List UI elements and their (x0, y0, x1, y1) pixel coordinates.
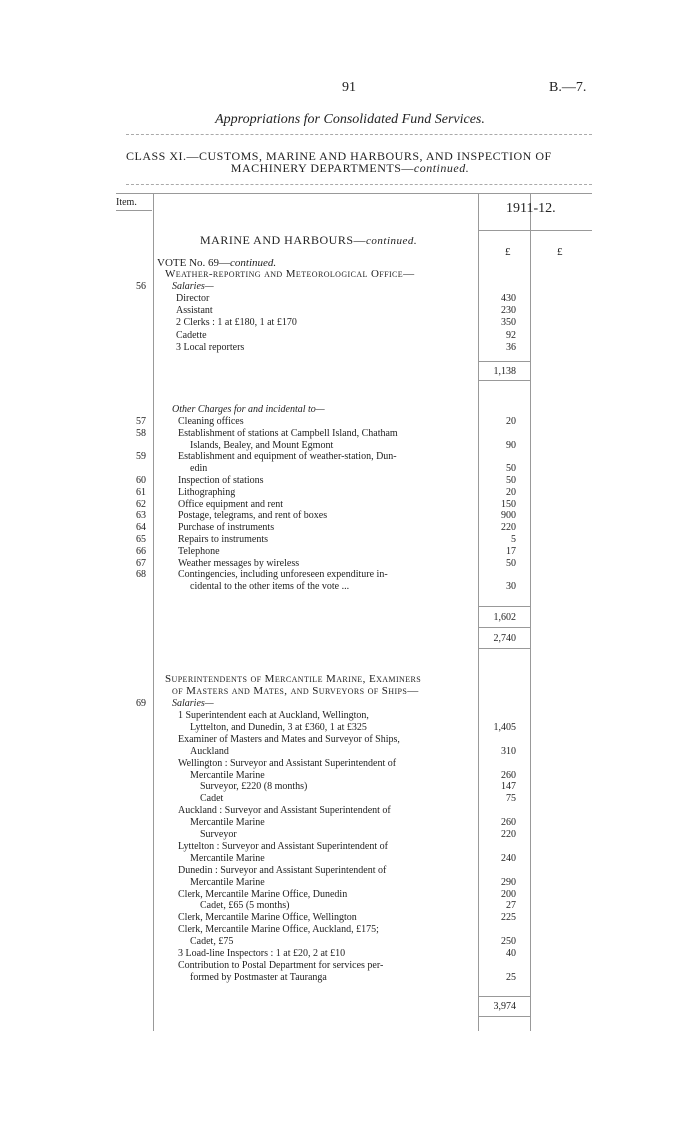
row-description: Lithographing (178, 486, 236, 498)
class-heading-line1: CLASS XI.—CUSTOMS, MARINE AND HARBOURS, AND INSPECTION OF (126, 149, 552, 163)
section-heading (200, 233, 417, 248)
row-description: Clerk, Mercantile Marine Office, Auckland, £175; (178, 924, 379, 936)
row-description: Auckland (190, 745, 229, 757)
table-row (0, 499, 700, 510)
table-row (0, 781, 700, 792)
table-row (0, 924, 700, 935)
row-amount: 350 (501, 317, 516, 329)
mercantile-total-rule (478, 996, 530, 997)
row-amount: 225 (501, 912, 516, 924)
table-row (0, 534, 700, 545)
table-row (0, 900, 700, 911)
table-row (0, 330, 700, 341)
table-row (0, 865, 700, 876)
row-amount: 30 (506, 581, 516, 593)
document-reference: B.—7. (549, 80, 587, 95)
row-amount: 260 (501, 817, 516, 829)
row-description: Mercantile Marine (190, 852, 265, 864)
row-amount: 1,405 (493, 721, 516, 733)
row-amount: 220 (501, 829, 516, 840)
item-header-rule (116, 210, 152, 211)
weather-office-total: 2,740 (493, 633, 516, 644)
subtotal-rule (478, 361, 530, 362)
subtotal-rule-bottom (478, 380, 530, 381)
page-number: 91 (342, 80, 356, 95)
row-amount: 50 (506, 557, 516, 569)
table-row (0, 877, 700, 888)
class-heading-text: MACHINERY DEPARTMENTS— (230, 161, 414, 175)
item-number: 63 (136, 510, 146, 522)
row-description: Mercantile Marine (190, 769, 265, 781)
mercantile-heading-line2: of Masters and Mates, and Surveyors of Ships— (172, 685, 419, 697)
item-number: 57 (136, 416, 146, 427)
item-number: 58 (136, 427, 146, 439)
row-description: Wellington : Surveyor and Assistant Superintendent of (178, 757, 397, 769)
vote-label-continued: continued. (230, 257, 277, 269)
row-description: formed by Postmaster at Tauranga (190, 971, 327, 983)
mercantile-total-rule-bottom (478, 1016, 530, 1017)
table-row (0, 746, 700, 757)
mercantile-item-number: 69 (136, 698, 146, 709)
other-charges-label: Other Charges for and incidental to— (172, 404, 325, 415)
table-row (0, 960, 700, 971)
class-heading-line2 (0, 161, 700, 176)
row-description: Cadet (200, 793, 224, 805)
row-description: Repairs to instruments (178, 534, 268, 545)
row-description: Office equipment and rent (178, 498, 284, 510)
page-title: Appropriations for Consolidated Fund Services. (215, 112, 485, 127)
table-row (0, 569, 700, 580)
row-amount: 75 (506, 793, 516, 805)
row-amount: 90 (506, 439, 516, 451)
row-amount: 17 (506, 545, 516, 557)
table-row (0, 722, 700, 733)
row-description: Cleaning offices (178, 416, 244, 427)
table-row (0, 853, 700, 864)
row-amount: 200 (501, 888, 516, 900)
row-description: Establishment and equipment of weather-station, Dun- (178, 451, 397, 463)
table-row (0, 793, 700, 804)
row-description: Inspection of stations (178, 475, 264, 486)
table-row (0, 428, 700, 439)
row-description: Surveyor, £220 (8 months) (200, 781, 308, 793)
table-row (0, 817, 700, 828)
item-number: 61 (136, 486, 146, 498)
row-amount: 250 (501, 936, 516, 948)
weather-salaries-subtotal: 1,138 (493, 366, 516, 377)
row-amount: 92 (506, 329, 516, 341)
title-rule (126, 134, 592, 135)
row-amount: 5 (511, 534, 516, 545)
table-row (0, 912, 700, 923)
pound-sign-column1: £ (505, 246, 511, 258)
table-row (0, 440, 700, 451)
item-number: 67 (136, 557, 146, 569)
mercantile-total: 3,974 (493, 1001, 516, 1012)
table-row (0, 342, 700, 353)
table-row (0, 293, 700, 304)
table-row (0, 451, 700, 462)
row-description: Contingencies, including unforeseen expenditure in- (178, 569, 388, 581)
year-column-header: 1911-12. (506, 201, 556, 216)
table-row (0, 522, 700, 533)
row-description: Contribution to Postal Department for services per- (178, 959, 384, 971)
row-description: cidental to the other items of the vote ... (190, 581, 350, 593)
row-description: 3 Load-line Inspectors : 1 at £20, 2 at £10 (178, 948, 346, 959)
weather-total-rule-bottom (478, 648, 530, 649)
row-amount: 900 (501, 510, 516, 522)
item-number: 65 (136, 534, 146, 545)
item-number: 56 (136, 281, 146, 292)
table-row (0, 317, 700, 328)
row-description: Lyttelton : Surveyor and Assistant Superintendent of (178, 840, 388, 852)
item-number: 68 (136, 569, 146, 581)
row-amount: 20 (506, 416, 516, 427)
row-description: Clerk, Mercantile Marine Office, Dunedin (178, 888, 348, 900)
table-row (0, 558, 700, 569)
section-heading-text: MARINE AND HARBOURS— (200, 233, 367, 247)
table-top-rule (116, 193, 592, 194)
row-amount: 50 (506, 463, 516, 475)
row-description: Mercantile Marine (190, 876, 265, 888)
table-row (0, 416, 700, 427)
row-description: Mercantile Marine (190, 817, 265, 829)
row-amount: 290 (501, 876, 516, 888)
row-description: Examiner of Masters and Mates and Surveyor of Ships, (178, 733, 400, 745)
row-description: Purchase of instruments (178, 522, 275, 534)
row-description: Cadet, £75 (190, 936, 234, 948)
table-row (0, 972, 700, 983)
table-row (0, 758, 700, 769)
row-description: Postage, telegrams, and rent of boxes (178, 510, 328, 522)
row-description: Establishment of stations at Campbell Island, Chatham (178, 427, 398, 439)
table-row (0, 936, 700, 947)
row-amount: 220 (501, 522, 516, 534)
table-row (0, 770, 700, 781)
row-amount: 36 (506, 341, 516, 353)
row-description: Dunedin : Surveyor and Assistant Superintendent of (178, 864, 387, 876)
table-row (0, 475, 700, 486)
weather-total-rule (478, 627, 530, 628)
row-description: 3 Local reporters (176, 341, 245, 353)
other-total-rule (478, 606, 530, 607)
weather-office-heading: Weather-reporting and Meteorological Office— (165, 268, 415, 280)
other-charges-total: 1,602 (493, 612, 516, 623)
row-description: Surveyor (200, 829, 237, 840)
table-row (0, 710, 700, 721)
row-amount: 430 (501, 293, 516, 304)
row-description: Clerk, Mercantile Marine Office, Wellington (178, 912, 357, 924)
row-description: 1 Superintendent each at Auckland, Wellington, (178, 710, 369, 721)
table-row (0, 948, 700, 959)
row-amount: 20 (506, 486, 516, 498)
row-amount: 150 (501, 498, 516, 510)
row-description: 2 Clerks : 1 at £180, 1 at £170 (176, 317, 297, 329)
table-row (0, 546, 700, 557)
mercantile-salaries-label: Salaries— (172, 698, 214, 709)
row-description: Assistant (176, 305, 213, 317)
row-amount: 240 (501, 852, 516, 864)
item-number: 59 (136, 451, 146, 463)
table-row (0, 841, 700, 852)
row-description: Islands, Bealey, and Mount Egmont (190, 439, 334, 451)
table-row (0, 581, 700, 592)
row-description: Weather messages by wireless (178, 557, 300, 569)
table-row (0, 305, 700, 316)
row-amount: 40 (506, 948, 516, 959)
row-amount: 230 (501, 305, 516, 317)
table-row (0, 805, 700, 816)
row-description: Auckland : Surveyor and Assistant Superintendent of (178, 805, 391, 817)
mercantile-heading-line1: Superintendents of Mercantile Marine, Examiners (165, 673, 422, 685)
row-amount: 310 (501, 745, 516, 757)
vote-label-text: VOTE No. 69— (157, 257, 231, 269)
row-amount: 50 (506, 475, 516, 486)
row-amount: 27 (506, 900, 516, 912)
row-description: Cadet, £65 (5 months) (200, 900, 290, 912)
pound-sign-column2: £ (557, 246, 563, 258)
item-number: 66 (136, 545, 146, 557)
row-amount: 147 (501, 781, 516, 793)
table-row (0, 510, 700, 521)
table-row (0, 487, 700, 498)
row-description: Telephone (178, 545, 220, 557)
salaries-label: Salaries— (172, 281, 214, 292)
item-number: 64 (136, 522, 146, 534)
item-number: 60 (136, 475, 146, 486)
table-row (0, 889, 700, 900)
class-rule (126, 184, 592, 185)
row-amount: 260 (501, 769, 516, 781)
class-heading-continued: continued. (413, 161, 470, 175)
row-amount: 25 (506, 971, 516, 983)
table-row (0, 829, 700, 840)
row-description: edin (190, 463, 208, 475)
table-row (0, 734, 700, 745)
row-description: Lyttelton, and Dunedin, 3 at £360, 1 at £325 (190, 721, 367, 733)
row-description: Director (176, 293, 210, 304)
section-heading-continued: continued. (366, 235, 418, 247)
row-description: Cadette (176, 329, 207, 341)
year-header-rule (478, 230, 592, 231)
item-number: 62 (136, 498, 146, 510)
item-column-header: Item. (116, 197, 137, 208)
table-row (0, 463, 700, 474)
